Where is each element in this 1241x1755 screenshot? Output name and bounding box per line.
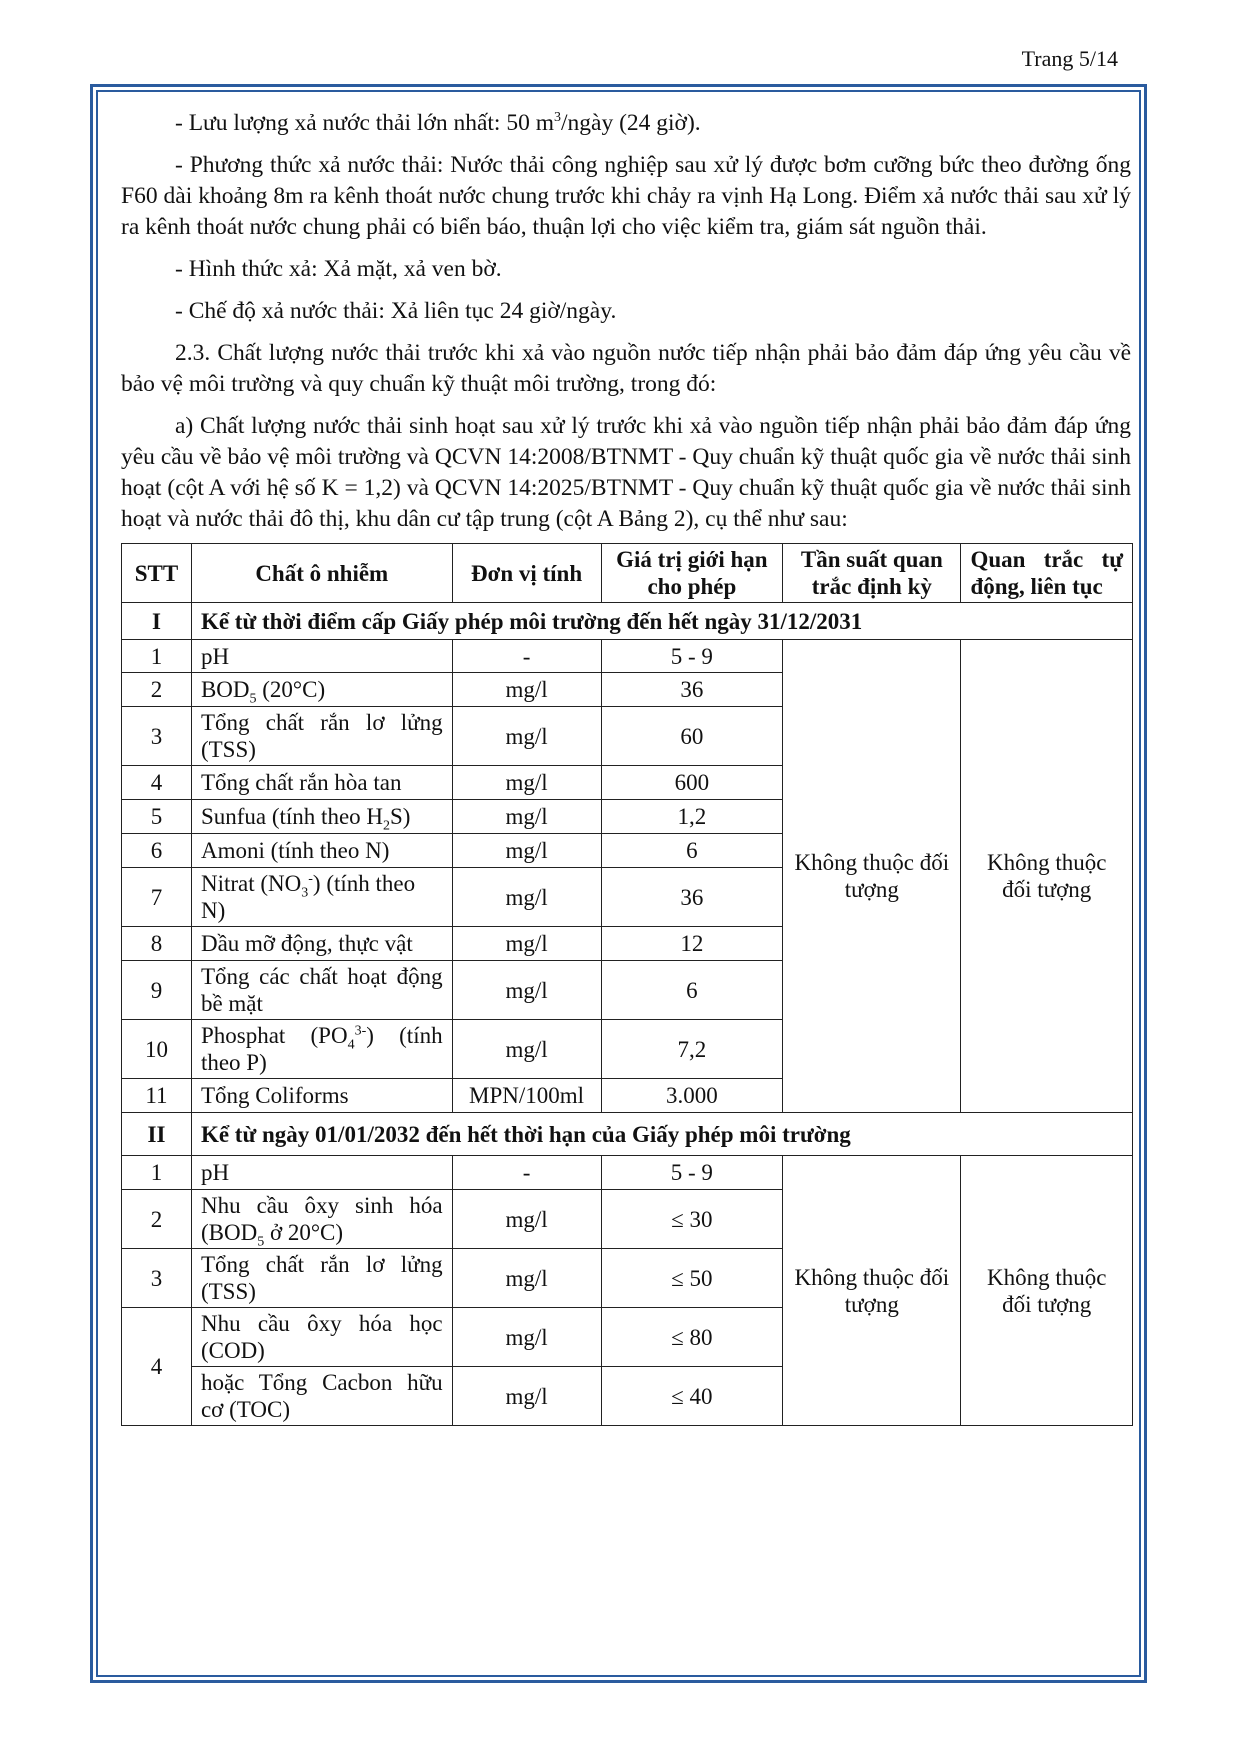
auto-monitoring-cell: Không thuộc đối tượng bbox=[961, 1156, 1133, 1426]
paragraph-flow-rate: - Lưu lượng xả nước thải lớn nhất: 50 $m^3$/ngày (24 giờ). bbox=[175, 110, 701, 136]
table-row: 8 Dầu mỡ động, thực vật mg/l 12 bbox=[122, 927, 1133, 961]
table-row: 9 Tổng các chất hoạt động bề mặt mg/l 6 bbox=[122, 961, 1133, 1020]
auto-monitoring-cell: Không thuộc đối tượng bbox=[961, 640, 1133, 1113]
paragraph-discharge-method: - Phương thức xả nước thải: Nước thải công nghiệp sau xử lý được bơm cưỡng bức theo đường ống F60 dài khoảng 8m ra kênh thoát nước chung trước khi chảy ra vịnh Hạ Long. Điểm xả nước thải sau xử lý ra kênh thoát nước chung phải có biển báo, thuận lợi cho việc kiểm tra, giám sát nguồn thải. bbox=[121, 152, 1131, 240]
header-unit: Đơn vị tính bbox=[452, 544, 601, 603]
section-title: Kể từ thời điểm cấp Giấy phép môi trường đến hết ngày 31/12/2031 bbox=[191, 603, 1132, 640]
document-body bbox=[121, 108, 1131, 1426]
header-frequency: Tần suất quan trắc định kỳ bbox=[783, 544, 961, 603]
table-row: 3 Tổng chất rắn lơ lửng (TSS) mg/l ≤ 50 bbox=[122, 1249, 1133, 1308]
table-row: 4 Tổng chất rắn hòa tan mg/l 600 bbox=[122, 766, 1133, 800]
frequency-cell: Không thuộc đối tượng bbox=[783, 640, 961, 1113]
table-row: 11 Tổng Coliforms MPN/100ml 3.000 bbox=[122, 1079, 1133, 1113]
table-row: 3 Tổng chất rắn lơ lửng (TSS) mg/l 60 bbox=[122, 707, 1133, 766]
table-row: 1 pH - 5 - 9 Không thuộc đối tượng Không thuộc đối tượng bbox=[122, 640, 1133, 673]
table-row: 7 Nitrat $(NO_3^-)$ (tính theo N) mg/l 36 bbox=[122, 868, 1133, 927]
table-header-row bbox=[122, 544, 1133, 603]
header-auto-monitoring: Quan trắc tự động, liên tục bbox=[961, 544, 1133, 603]
section-row: I Kể từ thời điểm cấp Giấy phép môi trường đến hết ngày 31/12/2031 bbox=[122, 603, 1133, 640]
table-row: 6 Amoni (tính theo N) mg/l 6 bbox=[122, 834, 1133, 868]
table-row: 10 Phosphat $(PO_4^{3-})$ (tính theo P) mg/l 7,2 bbox=[122, 1020, 1133, 1079]
table-row: 4 Nhu cầu ôxy hóa học (COD) mg/l ≤ 80 bbox=[122, 1308, 1133, 1367]
table-row: 2 Nhu cầu ôxy sinh hóa ($BOD_5$ ở 20°C) mg/l ≤ 30 bbox=[122, 1190, 1133, 1249]
table-row: hoặc Tổng Cacbon hữu cơ (TOC) mg/l ≤ 40 bbox=[122, 1367, 1133, 1426]
pollutant-limits-table bbox=[121, 543, 1133, 1426]
section-title: Kể từ ngày 01/01/2032 đến hết thời hạn của Giấy phép môi trường bbox=[191, 1113, 1132, 1156]
paragraph-domestic-wastewater: a) Chất lượng nước thải sinh hoạt sau xử lý trước khi xả vào nguồn tiếp nhận phải bảo đảm đáp ứng yêu cầu về bảo vệ môi trường và QCVN 14:2008/BTNMT - Quy chuẩn kỹ thuật quốc gia về nước thải sinh hoạt (cột A với hệ số K = 1,2) và QCVN 14:2025/BTNMT - Quy chuẩn kỹ thuật quốc gia về nước thải sinh hoạt và nước thải đô thị, khu dân cư tập trung (cột A Bảng 2), cụ thể như sau: bbox=[121, 413, 1131, 532]
header-pollutant: Chất ô nhiễm bbox=[191, 544, 452, 603]
table-row: 5 Sunfua (tính theo $H_2S$) mg/l 1,2 bbox=[122, 800, 1133, 834]
table-row: 2 $BOD_5$ (20°C) mg/l 36 bbox=[122, 673, 1133, 707]
paragraph-discharge-mode: - Chế độ xả nước thải: Xả liên tục 24 giờ/ngày. bbox=[175, 298, 617, 324]
header-stt: STT bbox=[122, 544, 192, 603]
paragraph-discharge-form: - Hình thức xả: Xả mặt, xả ven bờ. bbox=[175, 256, 502, 282]
header-limit: Giá trị giới hạn cho phép bbox=[601, 544, 783, 603]
section-row: II Kể từ ngày 01/01/2032 đến hết thời hạn của Giấy phép môi trường bbox=[122, 1113, 1133, 1156]
page-number: Trang 5/14 bbox=[1021, 46, 1118, 71]
frequency-cell: Không thuộc đối tượng bbox=[783, 1156, 961, 1426]
table-row: 1 pH - 5 - 9 Không thuộc đối tượng Không thuộc đối tượng bbox=[122, 1156, 1133, 1190]
paragraph-quality-requirement: 2.3. Chất lượng nước thải trước khi xả vào nguồn nước tiếp nhận phải bảo đảm đáp ứng yêu cầu về bảo vệ môi trường và quy chuẩn kỹ thuật môi trường, trong đó: bbox=[121, 340, 1131, 397]
